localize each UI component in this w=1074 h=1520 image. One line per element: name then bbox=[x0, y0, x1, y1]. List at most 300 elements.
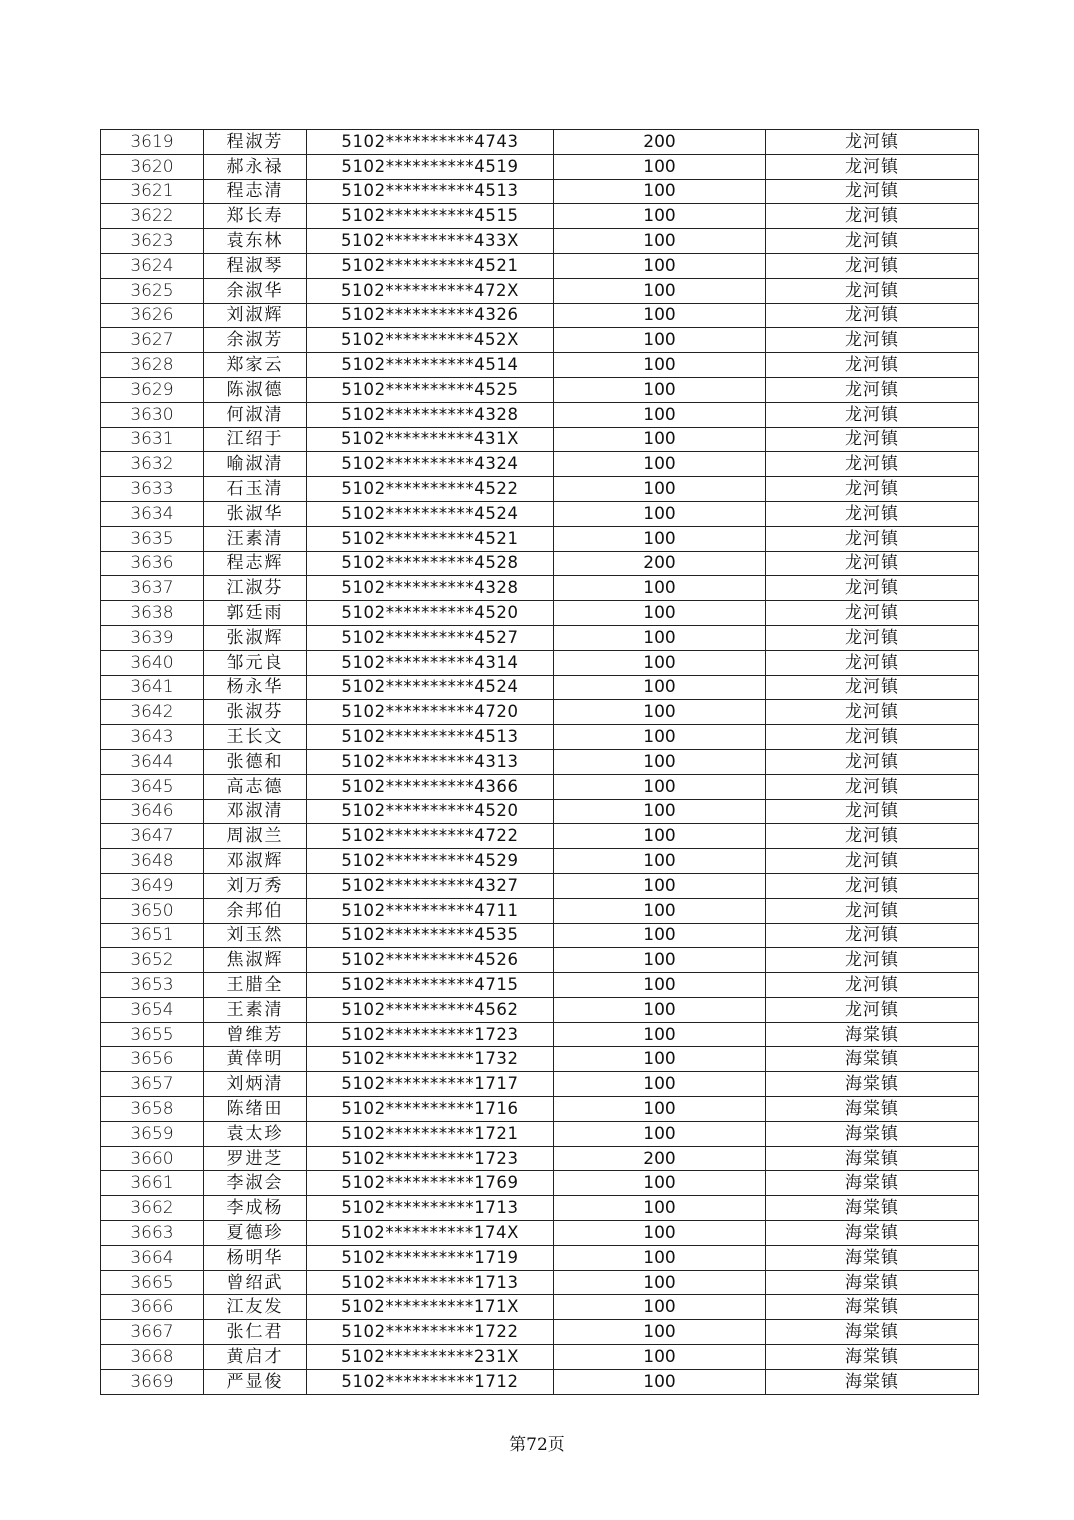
town-cell: 龙河镇 bbox=[766, 898, 979, 923]
person-name-cell: 江友发 bbox=[204, 1295, 307, 1320]
table-row bbox=[101, 774, 979, 799]
serial-number-cell: 3660 bbox=[101, 1146, 204, 1171]
person-name-cell: 余邦伯 bbox=[204, 898, 307, 923]
table-row bbox=[101, 948, 979, 973]
town-cell: 龙河镇 bbox=[766, 501, 979, 526]
id-number-cell: 5102**********171X bbox=[307, 1295, 554, 1320]
id-number-cell: 5102**********4743 bbox=[307, 130, 554, 155]
person-name-cell: 曾绍武 bbox=[204, 1270, 307, 1295]
id-number-cell: 5102**********4314 bbox=[307, 650, 554, 675]
table-row bbox=[101, 303, 979, 328]
town-cell: 龙河镇 bbox=[766, 303, 979, 328]
id-number-cell: 5102**********4513 bbox=[307, 179, 554, 204]
table-row bbox=[101, 1121, 979, 1146]
person-name-cell: 杨永华 bbox=[204, 675, 307, 700]
person-name-cell: 何淑清 bbox=[204, 402, 307, 427]
town-cell: 龙河镇 bbox=[766, 725, 979, 750]
id-number-cell: 5102**********4324 bbox=[307, 452, 554, 477]
id-number-cell: 5102**********472X bbox=[307, 278, 554, 303]
serial-number-cell: 3630 bbox=[101, 402, 204, 427]
serial-number-cell: 3622 bbox=[101, 204, 204, 229]
town-cell: 龙河镇 bbox=[766, 997, 979, 1022]
amount-cell: 100 bbox=[554, 526, 766, 551]
table-row bbox=[101, 700, 979, 725]
person-name-cell: 夏德珍 bbox=[204, 1221, 307, 1246]
person-name-cell: 程志清 bbox=[204, 179, 307, 204]
town-cell: 龙河镇 bbox=[766, 799, 979, 824]
amount-cell: 100 bbox=[554, 700, 766, 725]
table-row bbox=[101, 179, 979, 204]
serial-number-cell: 3654 bbox=[101, 997, 204, 1022]
amount-cell: 100 bbox=[554, 229, 766, 254]
serial-number-cell: 3666 bbox=[101, 1295, 204, 1320]
serial-number-cell: 3651 bbox=[101, 923, 204, 948]
town-cell: 海棠镇 bbox=[766, 1345, 979, 1370]
town-cell: 龙河镇 bbox=[766, 130, 979, 155]
serial-number-cell: 3637 bbox=[101, 576, 204, 601]
table-row bbox=[101, 1072, 979, 1097]
town-cell: 龙河镇 bbox=[766, 353, 979, 378]
town-cell: 海棠镇 bbox=[766, 1320, 979, 1345]
amount-cell: 100 bbox=[554, 799, 766, 824]
id-number-cell: 5102**********1719 bbox=[307, 1245, 554, 1270]
serial-number-cell: 3667 bbox=[101, 1320, 204, 1345]
amount-cell: 100 bbox=[554, 1121, 766, 1146]
town-cell: 龙河镇 bbox=[766, 700, 979, 725]
town-cell: 龙河镇 bbox=[766, 477, 979, 502]
person-name-cell: 黄倖明 bbox=[204, 1047, 307, 1072]
table-row bbox=[101, 253, 979, 278]
town-cell: 龙河镇 bbox=[766, 824, 979, 849]
town-cell: 海棠镇 bbox=[766, 1369, 979, 1394]
serial-number-cell: 3620 bbox=[101, 154, 204, 179]
person-name-cell: 邓淑清 bbox=[204, 799, 307, 824]
town-cell: 海棠镇 bbox=[766, 1221, 979, 1246]
serial-number-cell: 3640 bbox=[101, 650, 204, 675]
person-name-cell: 刘万秀 bbox=[204, 873, 307, 898]
person-name-cell: 陈淑德 bbox=[204, 377, 307, 402]
id-number-cell: 5102**********431X bbox=[307, 427, 554, 452]
amount-cell: 100 bbox=[554, 873, 766, 898]
serial-number-cell: 3647 bbox=[101, 824, 204, 849]
id-number-cell: 5102**********4313 bbox=[307, 749, 554, 774]
id-number-cell: 5102**********4521 bbox=[307, 526, 554, 551]
person-name-cell: 袁东林 bbox=[204, 229, 307, 254]
person-name-cell: 张淑辉 bbox=[204, 625, 307, 650]
person-name-cell: 焦淑辉 bbox=[204, 948, 307, 973]
person-name-cell: 邓淑辉 bbox=[204, 849, 307, 874]
serial-number-cell: 3652 bbox=[101, 948, 204, 973]
id-number-cell: 5102**********433X bbox=[307, 229, 554, 254]
town-cell: 海棠镇 bbox=[766, 1196, 979, 1221]
serial-number-cell: 3642 bbox=[101, 700, 204, 725]
table-row bbox=[101, 675, 979, 700]
id-number-cell: 5102**********1712 bbox=[307, 1369, 554, 1394]
id-number-cell: 5102**********4328 bbox=[307, 576, 554, 601]
table-row bbox=[101, 1047, 979, 1072]
table-row bbox=[101, 278, 979, 303]
id-number-cell: 5102**********4366 bbox=[307, 774, 554, 799]
amount-cell: 100 bbox=[554, 328, 766, 353]
table-row bbox=[101, 377, 979, 402]
serial-number-cell: 3632 bbox=[101, 452, 204, 477]
table-row bbox=[101, 526, 979, 551]
roster-table-body bbox=[101, 130, 979, 1395]
serial-number-cell: 3643 bbox=[101, 725, 204, 750]
amount-cell: 100 bbox=[554, 601, 766, 626]
serial-number-cell: 3650 bbox=[101, 898, 204, 923]
amount-cell: 100 bbox=[554, 427, 766, 452]
serial-number-cell: 3659 bbox=[101, 1121, 204, 1146]
amount-cell: 100 bbox=[554, 749, 766, 774]
amount-cell: 100 bbox=[554, 253, 766, 278]
town-cell: 海棠镇 bbox=[766, 1146, 979, 1171]
person-name-cell: 袁太珍 bbox=[204, 1121, 307, 1146]
town-cell: 龙河镇 bbox=[766, 601, 979, 626]
amount-cell: 100 bbox=[554, 353, 766, 378]
serial-number-cell: 3648 bbox=[101, 849, 204, 874]
id-number-cell: 5102**********4525 bbox=[307, 377, 554, 402]
table-row bbox=[101, 576, 979, 601]
id-number-cell: 5102**********1713 bbox=[307, 1196, 554, 1221]
amount-cell: 100 bbox=[554, 1097, 766, 1122]
person-name-cell: 刘淑辉 bbox=[204, 303, 307, 328]
table-row bbox=[101, 799, 979, 824]
town-cell: 海棠镇 bbox=[766, 1295, 979, 1320]
person-name-cell: 余淑芳 bbox=[204, 328, 307, 353]
amount-cell: 100 bbox=[554, 452, 766, 477]
amount-cell: 100 bbox=[554, 1171, 766, 1196]
town-cell: 龙河镇 bbox=[766, 179, 979, 204]
serial-number-cell: 3624 bbox=[101, 253, 204, 278]
serial-number-cell: 3623 bbox=[101, 229, 204, 254]
serial-number-cell: 3626 bbox=[101, 303, 204, 328]
person-name-cell: 张淑华 bbox=[204, 501, 307, 526]
id-number-cell: 5102**********4524 bbox=[307, 501, 554, 526]
person-name-cell: 罗进芝 bbox=[204, 1146, 307, 1171]
person-name-cell: 张仁君 bbox=[204, 1320, 307, 1345]
serial-number-cell: 3663 bbox=[101, 1221, 204, 1246]
table-row bbox=[101, 997, 979, 1022]
town-cell: 海棠镇 bbox=[766, 1171, 979, 1196]
serial-number-cell: 3649 bbox=[101, 873, 204, 898]
serial-number-cell: 3629 bbox=[101, 377, 204, 402]
id-number-cell: 5102**********231X bbox=[307, 1345, 554, 1370]
town-cell: 龙河镇 bbox=[766, 849, 979, 874]
table-row bbox=[101, 551, 979, 576]
town-cell: 龙河镇 bbox=[766, 675, 979, 700]
serial-number-cell: 3662 bbox=[101, 1196, 204, 1221]
person-name-cell: 王素清 bbox=[204, 997, 307, 1022]
amount-cell: 100 bbox=[554, 1295, 766, 1320]
person-name-cell: 邹元良 bbox=[204, 650, 307, 675]
id-number-cell: 5102**********4520 bbox=[307, 601, 554, 626]
id-number-cell: 5102**********4328 bbox=[307, 402, 554, 427]
table-row bbox=[101, 873, 979, 898]
serial-number-cell: 3656 bbox=[101, 1047, 204, 1072]
serial-number-cell: 3639 bbox=[101, 625, 204, 650]
town-cell: 海棠镇 bbox=[766, 1245, 979, 1270]
table-row bbox=[101, 130, 979, 155]
table-row bbox=[101, 204, 979, 229]
town-cell: 龙河镇 bbox=[766, 948, 979, 973]
table-row bbox=[101, 973, 979, 998]
amount-cell: 100 bbox=[554, 1345, 766, 1370]
town-cell: 龙河镇 bbox=[766, 551, 979, 576]
serial-number-cell: 3631 bbox=[101, 427, 204, 452]
serial-number-cell: 3655 bbox=[101, 1022, 204, 1047]
amount-cell: 100 bbox=[554, 1047, 766, 1072]
person-name-cell: 江淑芬 bbox=[204, 576, 307, 601]
id-number-cell: 5102**********4529 bbox=[307, 849, 554, 874]
town-cell: 海棠镇 bbox=[766, 1072, 979, 1097]
person-name-cell: 周淑兰 bbox=[204, 824, 307, 849]
amount-cell: 100 bbox=[554, 179, 766, 204]
town-cell: 龙河镇 bbox=[766, 427, 979, 452]
person-name-cell: 陈绪田 bbox=[204, 1097, 307, 1122]
id-number-cell: 5102**********4327 bbox=[307, 873, 554, 898]
amount-cell: 100 bbox=[554, 948, 766, 973]
person-name-cell: 李淑会 bbox=[204, 1171, 307, 1196]
person-name-cell: 高志德 bbox=[204, 774, 307, 799]
table-row bbox=[101, 1022, 979, 1047]
amount-cell: 100 bbox=[554, 204, 766, 229]
person-name-cell: 黄启才 bbox=[204, 1345, 307, 1370]
serial-number-cell: 3633 bbox=[101, 477, 204, 502]
person-name-cell: 张淑芬 bbox=[204, 700, 307, 725]
town-cell: 龙河镇 bbox=[766, 154, 979, 179]
id-number-cell: 5102**********4722 bbox=[307, 824, 554, 849]
serial-number-cell: 3628 bbox=[101, 353, 204, 378]
id-number-cell: 5102**********4521 bbox=[307, 253, 554, 278]
serial-number-cell: 3664 bbox=[101, 1245, 204, 1270]
person-name-cell: 汪素清 bbox=[204, 526, 307, 551]
table-row bbox=[101, 898, 979, 923]
table-row bbox=[101, 1320, 979, 1345]
id-number-cell: 5102**********1732 bbox=[307, 1047, 554, 1072]
serial-number-cell: 3636 bbox=[101, 551, 204, 576]
id-number-cell: 5102**********4522 bbox=[307, 477, 554, 502]
town-cell: 龙河镇 bbox=[766, 973, 979, 998]
table-row bbox=[101, 1146, 979, 1171]
person-name-cell: 郑长寿 bbox=[204, 204, 307, 229]
person-name-cell: 刘玉然 bbox=[204, 923, 307, 948]
id-number-cell: 5102**********4515 bbox=[307, 204, 554, 229]
person-name-cell: 江绍于 bbox=[204, 427, 307, 452]
id-number-cell: 5102**********1723 bbox=[307, 1022, 554, 1047]
town-cell: 海棠镇 bbox=[766, 1270, 979, 1295]
town-cell: 龙河镇 bbox=[766, 625, 979, 650]
amount-cell: 100 bbox=[554, 1270, 766, 1295]
table-row bbox=[101, 328, 979, 353]
amount-cell: 100 bbox=[554, 377, 766, 402]
amount-cell: 100 bbox=[554, 1320, 766, 1345]
id-number-cell: 5102**********1769 bbox=[307, 1171, 554, 1196]
person-name-cell: 程志辉 bbox=[204, 551, 307, 576]
person-name-cell: 程淑芳 bbox=[204, 130, 307, 155]
amount-cell: 100 bbox=[554, 923, 766, 948]
table-row bbox=[101, 1345, 979, 1370]
id-number-cell: 5102**********1717 bbox=[307, 1072, 554, 1097]
town-cell: 海棠镇 bbox=[766, 1121, 979, 1146]
town-cell: 龙河镇 bbox=[766, 526, 979, 551]
amount-cell: 200 bbox=[554, 1146, 766, 1171]
table-row bbox=[101, 725, 979, 750]
table-row bbox=[101, 601, 979, 626]
amount-cell: 100 bbox=[554, 1022, 766, 1047]
amount-cell: 100 bbox=[554, 625, 766, 650]
table-row bbox=[101, 402, 979, 427]
person-name-cell: 郑家云 bbox=[204, 353, 307, 378]
id-number-cell: 5102**********1716 bbox=[307, 1097, 554, 1122]
id-number-cell: 5102**********4519 bbox=[307, 154, 554, 179]
amount-cell: 100 bbox=[554, 278, 766, 303]
amount-cell: 100 bbox=[554, 477, 766, 502]
roster-table bbox=[100, 129, 979, 1395]
table-row bbox=[101, 849, 979, 874]
serial-number-cell: 3619 bbox=[101, 130, 204, 155]
serial-number-cell: 3657 bbox=[101, 1072, 204, 1097]
person-name-cell: 王长文 bbox=[204, 725, 307, 750]
serial-number-cell: 3621 bbox=[101, 179, 204, 204]
town-cell: 海棠镇 bbox=[766, 1047, 979, 1072]
serial-number-cell: 3646 bbox=[101, 799, 204, 824]
serial-number-cell: 3638 bbox=[101, 601, 204, 626]
town-cell: 龙河镇 bbox=[766, 229, 979, 254]
town-cell: 龙河镇 bbox=[766, 650, 979, 675]
serial-number-cell: 3625 bbox=[101, 278, 204, 303]
id-number-cell: 5102**********4514 bbox=[307, 353, 554, 378]
table-row bbox=[101, 1221, 979, 1246]
id-number-cell: 5102**********4527 bbox=[307, 625, 554, 650]
amount-cell: 100 bbox=[554, 154, 766, 179]
id-number-cell: 5102**********1713 bbox=[307, 1270, 554, 1295]
table-row bbox=[101, 353, 979, 378]
serial-number-cell: 3668 bbox=[101, 1345, 204, 1370]
id-number-cell: 5102**********4326 bbox=[307, 303, 554, 328]
id-number-cell: 5102**********4562 bbox=[307, 997, 554, 1022]
town-cell: 龙河镇 bbox=[766, 452, 979, 477]
id-number-cell: 5102**********4535 bbox=[307, 923, 554, 948]
person-name-cell: 曾维芳 bbox=[204, 1022, 307, 1047]
amount-cell: 100 bbox=[554, 725, 766, 750]
amount-cell: 100 bbox=[554, 774, 766, 799]
serial-number-cell: 3665 bbox=[101, 1270, 204, 1295]
amount-cell: 200 bbox=[554, 130, 766, 155]
table-row bbox=[101, 154, 979, 179]
serial-number-cell: 3635 bbox=[101, 526, 204, 551]
table-row bbox=[101, 1245, 979, 1270]
table-row bbox=[101, 1196, 979, 1221]
town-cell: 龙河镇 bbox=[766, 402, 979, 427]
id-number-cell: 5102**********174X bbox=[307, 1221, 554, 1246]
person-name-cell: 李成杨 bbox=[204, 1196, 307, 1221]
amount-cell: 100 bbox=[554, 824, 766, 849]
table-row bbox=[101, 824, 979, 849]
town-cell: 龙河镇 bbox=[766, 923, 979, 948]
person-name-cell: 王腊全 bbox=[204, 973, 307, 998]
amount-cell: 100 bbox=[554, 501, 766, 526]
id-number-cell: 5102**********452X bbox=[307, 328, 554, 353]
table-row bbox=[101, 501, 979, 526]
serial-number-cell: 3653 bbox=[101, 973, 204, 998]
serial-number-cell: 3645 bbox=[101, 774, 204, 799]
person-name-cell: 喻淑清 bbox=[204, 452, 307, 477]
id-number-cell: 5102**********1721 bbox=[307, 1121, 554, 1146]
id-number-cell: 5102**********4720 bbox=[307, 700, 554, 725]
town-cell: 龙河镇 bbox=[766, 328, 979, 353]
id-number-cell: 5102**********4513 bbox=[307, 725, 554, 750]
table-row bbox=[101, 923, 979, 948]
person-name-cell: 张德和 bbox=[204, 749, 307, 774]
serial-number-cell: 3641 bbox=[101, 675, 204, 700]
person-name-cell: 杨明华 bbox=[204, 1245, 307, 1270]
town-cell: 龙河镇 bbox=[766, 873, 979, 898]
table-row bbox=[101, 1369, 979, 1394]
town-cell: 龙河镇 bbox=[766, 253, 979, 278]
amount-cell: 100 bbox=[554, 303, 766, 328]
person-name-cell: 程淑琴 bbox=[204, 253, 307, 278]
amount-cell: 100 bbox=[554, 849, 766, 874]
page-number-footer: 第72页 bbox=[509, 1435, 565, 1455]
serial-number-cell: 3661 bbox=[101, 1171, 204, 1196]
serial-number-cell: 3669 bbox=[101, 1369, 204, 1394]
person-name-cell: 郭廷雨 bbox=[204, 601, 307, 626]
person-name-cell: 刘炳清 bbox=[204, 1072, 307, 1097]
town-cell: 海棠镇 bbox=[766, 1022, 979, 1047]
id-number-cell: 5102**********4715 bbox=[307, 973, 554, 998]
id-number-cell: 5102**********4528 bbox=[307, 551, 554, 576]
serial-number-cell: 3658 bbox=[101, 1097, 204, 1122]
amount-cell: 200 bbox=[554, 551, 766, 576]
amount-cell: 100 bbox=[554, 576, 766, 601]
table-row bbox=[101, 1295, 979, 1320]
amount-cell: 100 bbox=[554, 1369, 766, 1394]
serial-number-cell: 3627 bbox=[101, 328, 204, 353]
amount-cell: 100 bbox=[554, 1196, 766, 1221]
amount-cell: 100 bbox=[554, 402, 766, 427]
table-row bbox=[101, 452, 979, 477]
id-number-cell: 5102**********1723 bbox=[307, 1146, 554, 1171]
amount-cell: 100 bbox=[554, 1245, 766, 1270]
amount-cell: 100 bbox=[554, 973, 766, 998]
person-name-cell: 严显俊 bbox=[204, 1369, 307, 1394]
table-row bbox=[101, 749, 979, 774]
town-cell: 龙河镇 bbox=[766, 377, 979, 402]
table-row bbox=[101, 477, 979, 502]
table-row bbox=[101, 229, 979, 254]
table-row bbox=[101, 650, 979, 675]
town-cell: 龙河镇 bbox=[766, 576, 979, 601]
town-cell: 龙河镇 bbox=[766, 774, 979, 799]
id-number-cell: 5102**********1722 bbox=[307, 1320, 554, 1345]
person-name-cell: 郝永禄 bbox=[204, 154, 307, 179]
town-cell: 龙河镇 bbox=[766, 749, 979, 774]
town-cell: 海棠镇 bbox=[766, 1097, 979, 1122]
amount-cell: 100 bbox=[554, 898, 766, 923]
amount-cell: 100 bbox=[554, 1072, 766, 1097]
serial-number-cell: 3634 bbox=[101, 501, 204, 526]
amount-cell: 100 bbox=[554, 675, 766, 700]
town-cell: 龙河镇 bbox=[766, 278, 979, 303]
amount-cell: 100 bbox=[554, 650, 766, 675]
table-row bbox=[101, 1097, 979, 1122]
table-row bbox=[101, 1270, 979, 1295]
town-cell: 龙河镇 bbox=[766, 204, 979, 229]
id-number-cell: 5102**********4524 bbox=[307, 675, 554, 700]
serial-number-cell: 3644 bbox=[101, 749, 204, 774]
table-row bbox=[101, 1171, 979, 1196]
